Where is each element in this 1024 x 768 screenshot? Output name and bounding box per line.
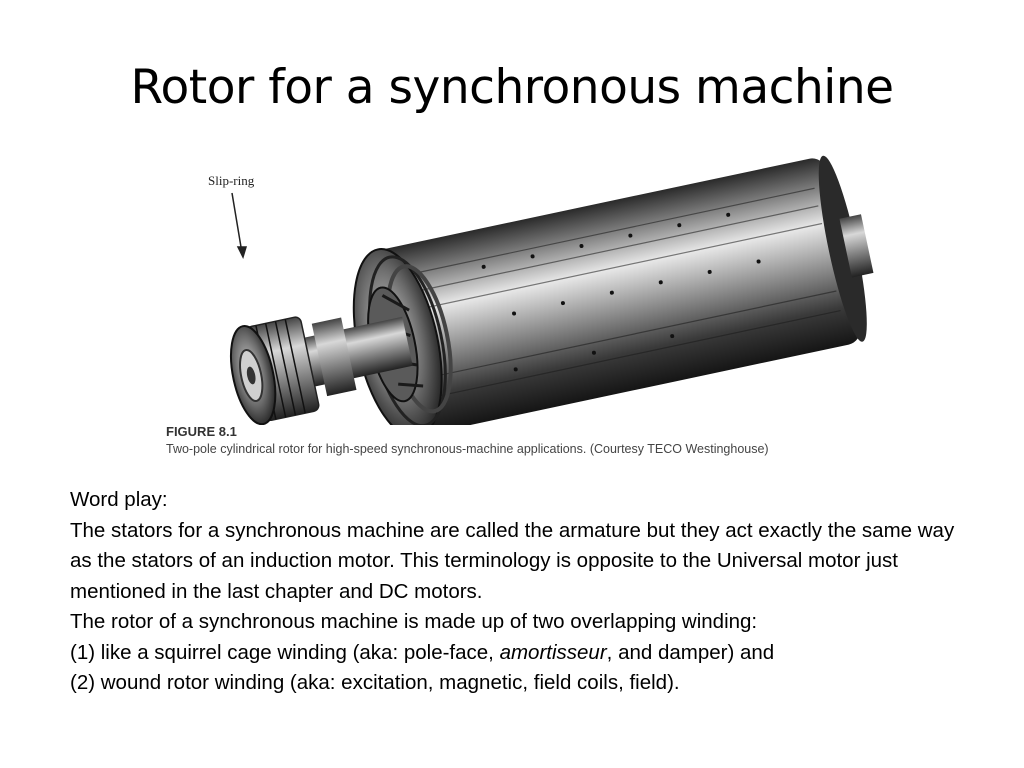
slip-ring-arrow bbox=[232, 193, 246, 257]
slip-ring-label: Slip-ring bbox=[208, 173, 255, 188]
winding-item-1-suffix: , and damper) and bbox=[606, 640, 775, 664]
stator-paragraph: The stators for a synchronous machine are called the armature but they act exactly the same way as the stators of an induction motor. This terminology is opposite to the Universal motor just mentioned in the last chapter and DC motors. bbox=[70, 518, 955, 603]
winding-item-1-prefix: (1) like a squirrel cage winding (aka: pole-face, bbox=[70, 640, 500, 664]
word-play-heading: Word play: bbox=[70, 488, 168, 511]
winding-item-1 bbox=[70, 638, 970, 669]
figure-number: FIGURE 8.1 bbox=[166, 424, 237, 439]
winding-item-2: (2) wound rotor winding (aka: excitation, magnetic, field coils, field). bbox=[70, 671, 680, 694]
rotor-illustration bbox=[160, 135, 880, 425]
slip-ring-assembly bbox=[223, 314, 320, 425]
rotor-body bbox=[339, 150, 880, 425]
body-text bbox=[70, 485, 970, 699]
slide-title: Rotor for a synchronous machine bbox=[130, 60, 894, 115]
amortisseur-term: amortisseur bbox=[499, 640, 607, 664]
rotor-figure bbox=[160, 135, 880, 480]
rotor-paragraph: The rotor of a synchronous machine is made up of two overlapping winding: bbox=[70, 610, 758, 633]
figure-caption: Two-pole cylindrical rotor for high-speed synchronous-machine applications. (Courtesy TECO Westinghouse) bbox=[166, 442, 769, 456]
